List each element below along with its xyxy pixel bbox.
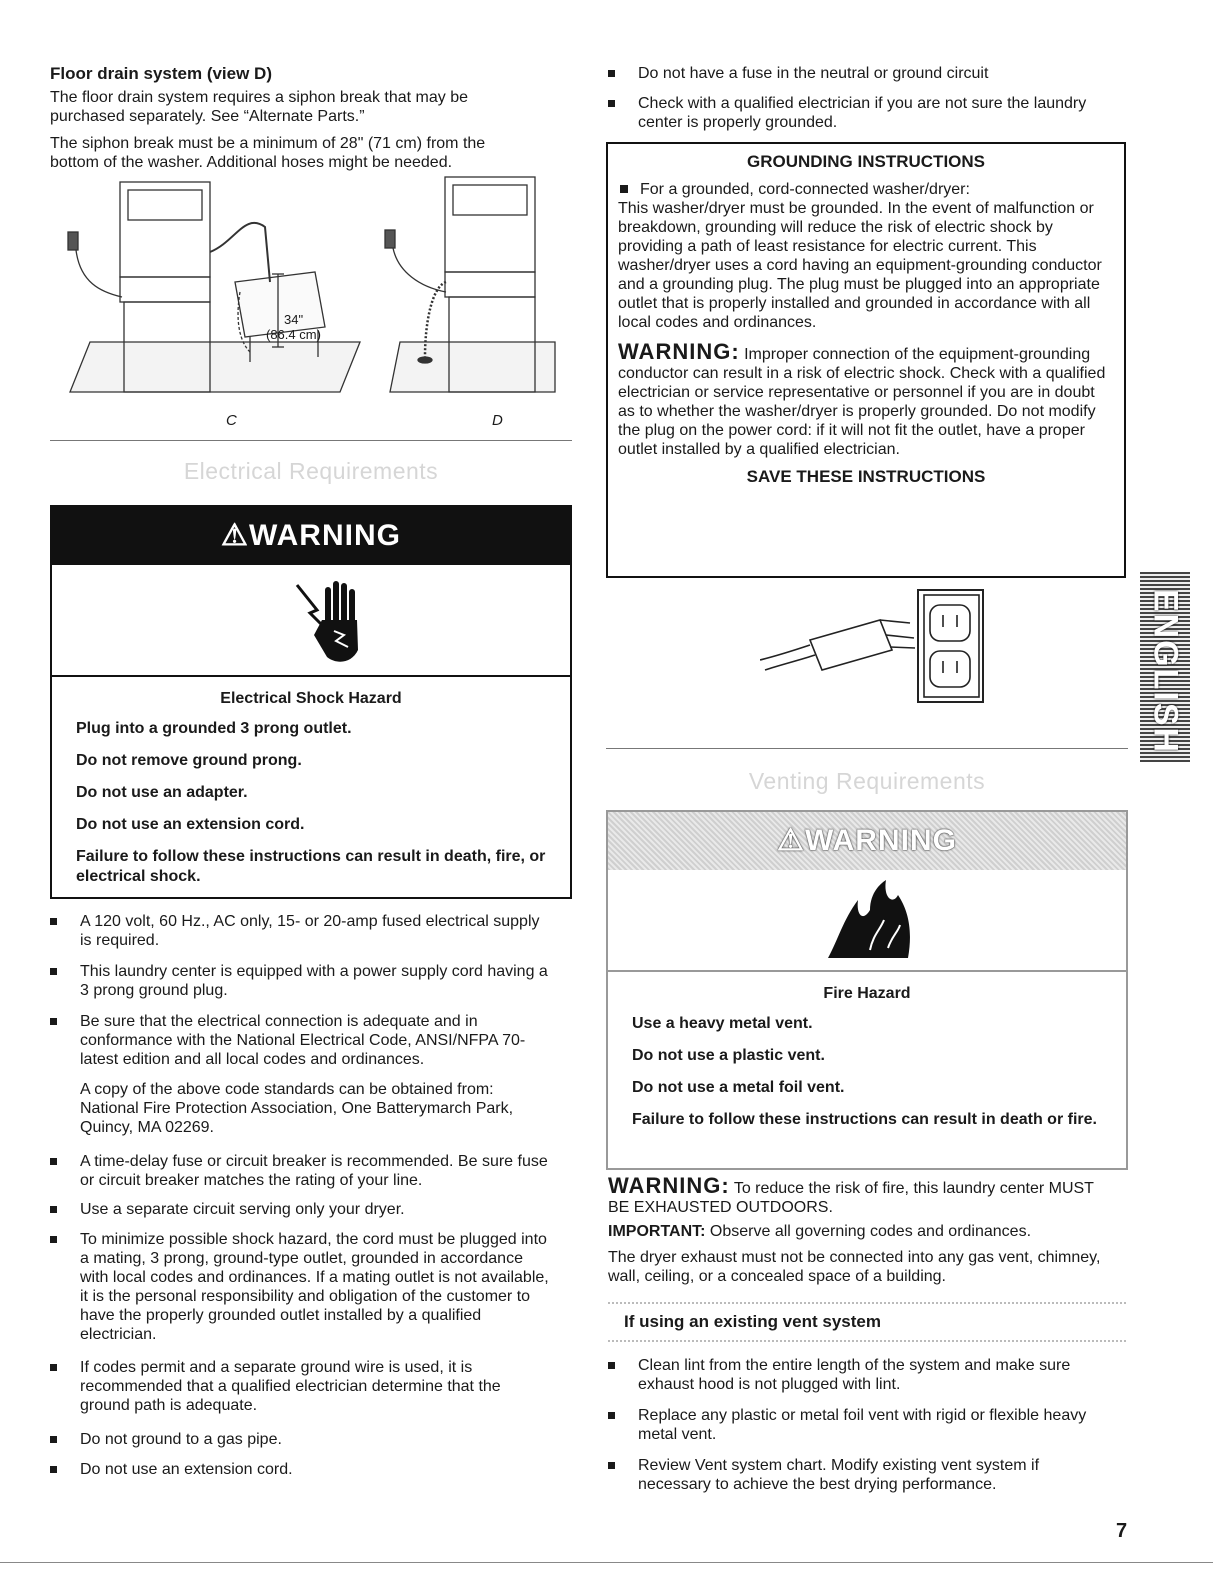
plug-outlet-illustration [760, 585, 1000, 710]
fire-line-1: Use a heavy metal vent. [632, 1015, 813, 1032]
electrical-hazard-title: Electrical Shock Hazard [220, 690, 402, 707]
dimension-34in: 34" [284, 312, 304, 327]
fire-line-2: Do not use a plastic vent. [632, 1047, 825, 1064]
electrical-bullet: If codes permit and a separate ground wire is used, it is recommended that a qualified electrician determine that the ground path is adequate. [50, 1358, 550, 1415]
electrical-warning-box [50, 505, 572, 899]
electrical-bullet: Be sure that the electrical connection is adequate and in conformance with the National Electrical Code, ANSI/NFPA 70-latest edition and all local codes and ordinances. [50, 1012, 550, 1069]
footer-rule [0, 1562, 1213, 1563]
electrical-bullet: Do not use an extension cord. [50, 1460, 550, 1479]
venting-requirements-title: Venting Requirements [748, 768, 986, 794]
existing-vent-heading: If using an existing vent system [624, 1312, 881, 1331]
electrical-line-5: Failure to follow these instructions can result in death, fire, or electrical shock. [76, 848, 546, 885]
fire-warning-box [606, 810, 1128, 1170]
electrical-line-2: Do not remove ground prong. [76, 752, 302, 769]
page-number: 7 [1116, 1520, 1128, 1542]
vent-bullet: Replace any plastic or metal foil vent with rigid or flexible heavy metal vent. [608, 1406, 1108, 1444]
washer-drain-illustration [60, 172, 560, 412]
electrical-line-1: Plug into a grounded 3 prong outlet. [76, 720, 352, 737]
label-view-d: D [492, 412, 503, 429]
electrical-bullet: This laundry center is equipped with a power supply cord having a 3 prong ground plug. [50, 962, 550, 1000]
electrical-bullet: A 120 volt, 60 Hz., AC only, 15- or 20-amp fused electrical supply is required. [50, 912, 550, 950]
exhaust-warning: WARNING: To reduce the risk of fire, this laundry center MUST BE EXHAUSTED OUTDOORS. [608, 1173, 1094, 1216]
warning-header: ⚠WARNING [52, 507, 570, 565]
dimension-86cm: (86.4 cm) [266, 327, 321, 342]
grounding-body: This washer/dryer must be grounded. In the event of malfunction or breakdown, grounding will reduce the risk of electric shock by providing a path of least resistance for electric current. This washer/dryer uses a cord having an equipment-grounding conductor and a grounding plug. The plug must be plugged into an appropriate outlet that is properly installed and grounded in accordance with all local codes and ordinances. [618, 200, 1102, 331]
vent-bullet: Clean lint from the entire length of the system and make sure exhaust hood is not plugged with lint. [608, 1356, 1108, 1394]
label-view-c: C [226, 412, 237, 429]
floor-drain-p1: The floor drain system requires a siphon break that may be purchased separately. See “Alternate Parts.” [50, 89, 468, 125]
fire-hazard-title: Fire Hazard [823, 985, 911, 1002]
vent-bullet: Review Vent system chart. Modify existing vent system if necessary to achieve the best drying performance. [608, 1456, 1108, 1494]
code-standards-note: A copy of the above code standards can be obtained from: National Fire Protection Association, One Batterymarch Park, Quincy, MA 02269. [80, 1081, 514, 1136]
ground-bullet: Check with a qualified electrician if you are not sure the laundry center is properly grounded. [608, 94, 1108, 132]
electrical-bullet: To minimize possible shock hazard, the cord must be plugged into a mating, 3 prong, ground-type outlet, grounded in accordance with local codes and ordinances. If a mating outlet is not available, it is the personal responsibility and obligation of the customer to have the properly grounded outlet installed by a qualified electrician. [50, 1230, 550, 1344]
bullet-icon [620, 185, 628, 193]
fire-icon [608, 870, 1126, 970]
warning-triangle-icon: ⚠ [777, 824, 805, 857]
floor-drain-p2: The siphon break must be a minimum of 28" (71 cm) from the bottom of the washer. Additional hoses might be needed. [50, 135, 486, 171]
grounding-bullet: For a grounded, cord-connected washer/dryer: [618, 180, 1114, 199]
electrical-bullet: A time-delay fuse or circuit breaker is recommended. Be sure fuse or circuit breaker matches the rating of your line. [50, 1152, 550, 1190]
electrical-bullet: Do not ground to a gas pipe. [50, 1430, 550, 1449]
warning-triangle-icon: ⚠ [221, 519, 249, 552]
electrical-line-4: Do not use an extension cord. [76, 816, 305, 833]
save-instructions: SAVE THESE INSTRUCTIONS [746, 467, 986, 486]
fire-line-4: Failure to follow these instructions can result in death or fire. [632, 1111, 1097, 1128]
electrical-line-3: Do not use an adapter. [76, 784, 248, 801]
existing-vent-heading-band [608, 1302, 1126, 1342]
fire-line-3: Do not use a metal foil vent. [632, 1079, 845, 1096]
electrical-bullet: Use a separate circuit serving only your dryer. [50, 1200, 550, 1219]
grounding-instructions-box [606, 142, 1126, 578]
ground-bullet: Do not have a fuse in the neutral or ground circuit [608, 64, 1108, 83]
electric-shock-hand-icon [52, 565, 570, 675]
important-note: IMPORTANT: Observe all governing codes and ordinances. [608, 1223, 1032, 1240]
language-side-tab: ENGLISH [1140, 572, 1190, 762]
grounding-title: GROUNDING INSTRUCTIONS [747, 152, 985, 171]
divider [606, 748, 1128, 749]
divider [50, 440, 572, 441]
exhaust-text: The dryer exhaust must not be connected into any gas vent, chimney, wall, ceiling, or a concealed space of a building. [608, 1249, 1101, 1285]
floor-drain-heading: Floor drain system (view D) [50, 64, 272, 83]
warning-header: ⚠WARNING [608, 812, 1126, 870]
grounding-warning: WARNING: Improper connection of the equipment-grounding conductor can result in a risk of electric shock. Check with a qualified electrician or service representative or personnel if you are in doubt as to whether the washer/dryer is properly grounded. Do not modify the plug on the power cord: if it will not fit the outlet, have a proper outlet installed by a qualified electrician. [618, 339, 1106, 458]
electrical-requirements-title: Electrical Requirements [183, 458, 439, 484]
